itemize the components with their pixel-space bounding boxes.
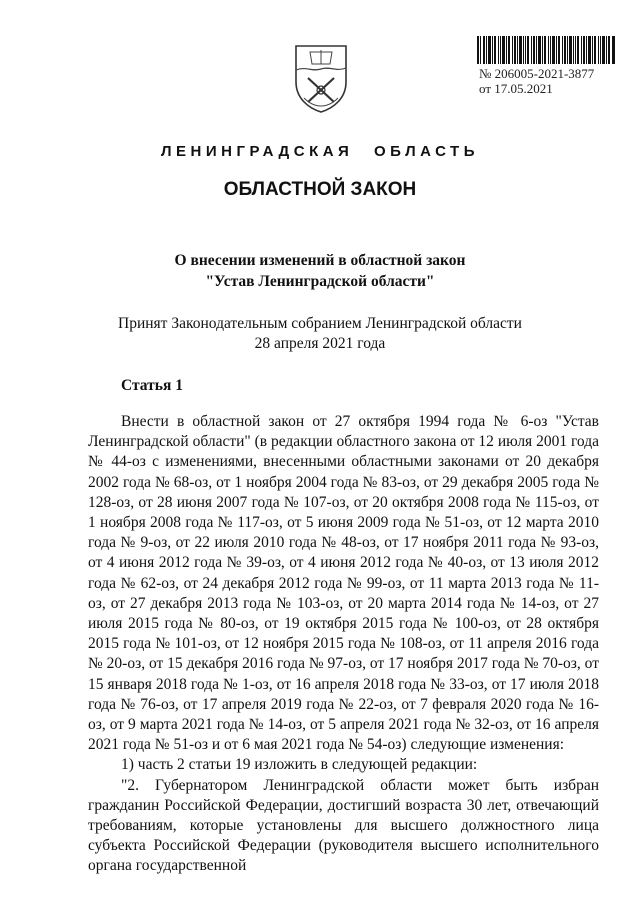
paragraph-amendment-intro: Внести в областной закон от 27 октября 1994 года № 6-оз "Устав Ленинградской области" (в редакции областного закона от 12 июля 2001 года № 44-оз с изменениями, внесенными областными законами от 20 декабря 2002 года № 68-оз, от 1 ноября 2004 года № 83-оз, от 29 декабря 2005 года № 128-оз, от 28 июня 2007 года № 107-оз, от 20 октября 2008 года № 115-оз, от 1 ноября 2008 года № 117-оз, от 5 июня 2009 года № 51-оз, от 12 марта 2010 года № 9-оз, от 22 июля 2010 года № 48-оз, от 17 ноября 2011 года № 93-оз, от 4 июня 2012 года № 39-оз, от 4 июня 2012 года № 40-оз, от 13 июля 2012 года № 62-оз, от 24 декабря 2012 года № 99-оз, от 11 марта 2013 года № 11-оз, от 27 декабря 2013 года № 103-оз, от 20 марта 2014 года № 14-оз, от 27 июля 2015 года № 80-оз, от 19 октября 2015 года № 100-оз, от 28 октября 2015 года № 101-оз, от 12 ноября 2015 года № 108-оз, от 11 апреля 2016 года № 20-оз, от 15 декабря 2016 года № 97-оз, от 17 ноября 2017 года № 70-оз, от 15 января 2018 года № 1-оз, от 16 апреля 2018 года № 33-оз, от 17 июля 2018 года № 76-оз, от 17 апреля 2019 года № 22-оз, от 7 февраля 2020 года № 16-оз, от 9 марта 2021 года № 14-оз, от 5 апреля 2021 года № 32-оз, от 16 апреля 2021 года № 51-оз и от 6 мая 2021 года № 54-оз) следующие изменения:	[88, 413, 599, 754]
adoption-note	[0, 314, 640, 354]
registration-number: № 206005-2021-3877	[479, 66, 595, 81]
barcode-graphic	[477, 36, 615, 64]
coat-of-arms-emblem	[292, 42, 350, 114]
law-title-line-1: О внесении изменений в областной закон	[174, 252, 466, 269]
registration-date: от 17.05.2021	[479, 81, 553, 96]
adoption-line-1: Принят Законодательным собранием Ленинградской области	[118, 315, 522, 332]
adoption-line-2: 28 апреля 2021 года	[254, 335, 386, 352]
law-type-heading: ОБЛАСТНОЙ ЗАКОН	[223, 179, 417, 200]
paragraph-item-1: 1) часть 2 статьи 19 изложить в следующей редакции:	[121, 756, 478, 774]
law-title	[0, 250, 640, 292]
paragraph-quoted-text: "2. Губернатором Ленинградской области может быть избран гражданин Российской Федерации, достигший возраста 30 лет, отвечающий требованиям, которые установлены для высшего должностного лица субъекта Российской Федерации (руководителя высшего исполнительного органа государственной	[88, 776, 599, 875]
article-heading: Статья 1	[121, 377, 183, 394]
region-heading: ЛЕНИНГРАДСКАЯ ОБЛАСТЬ	[161, 143, 479, 160]
law-title-line-2: "Устав Ленинградской области"	[205, 273, 435, 290]
registration-info	[479, 66, 594, 96]
article-body	[88, 412, 599, 877]
